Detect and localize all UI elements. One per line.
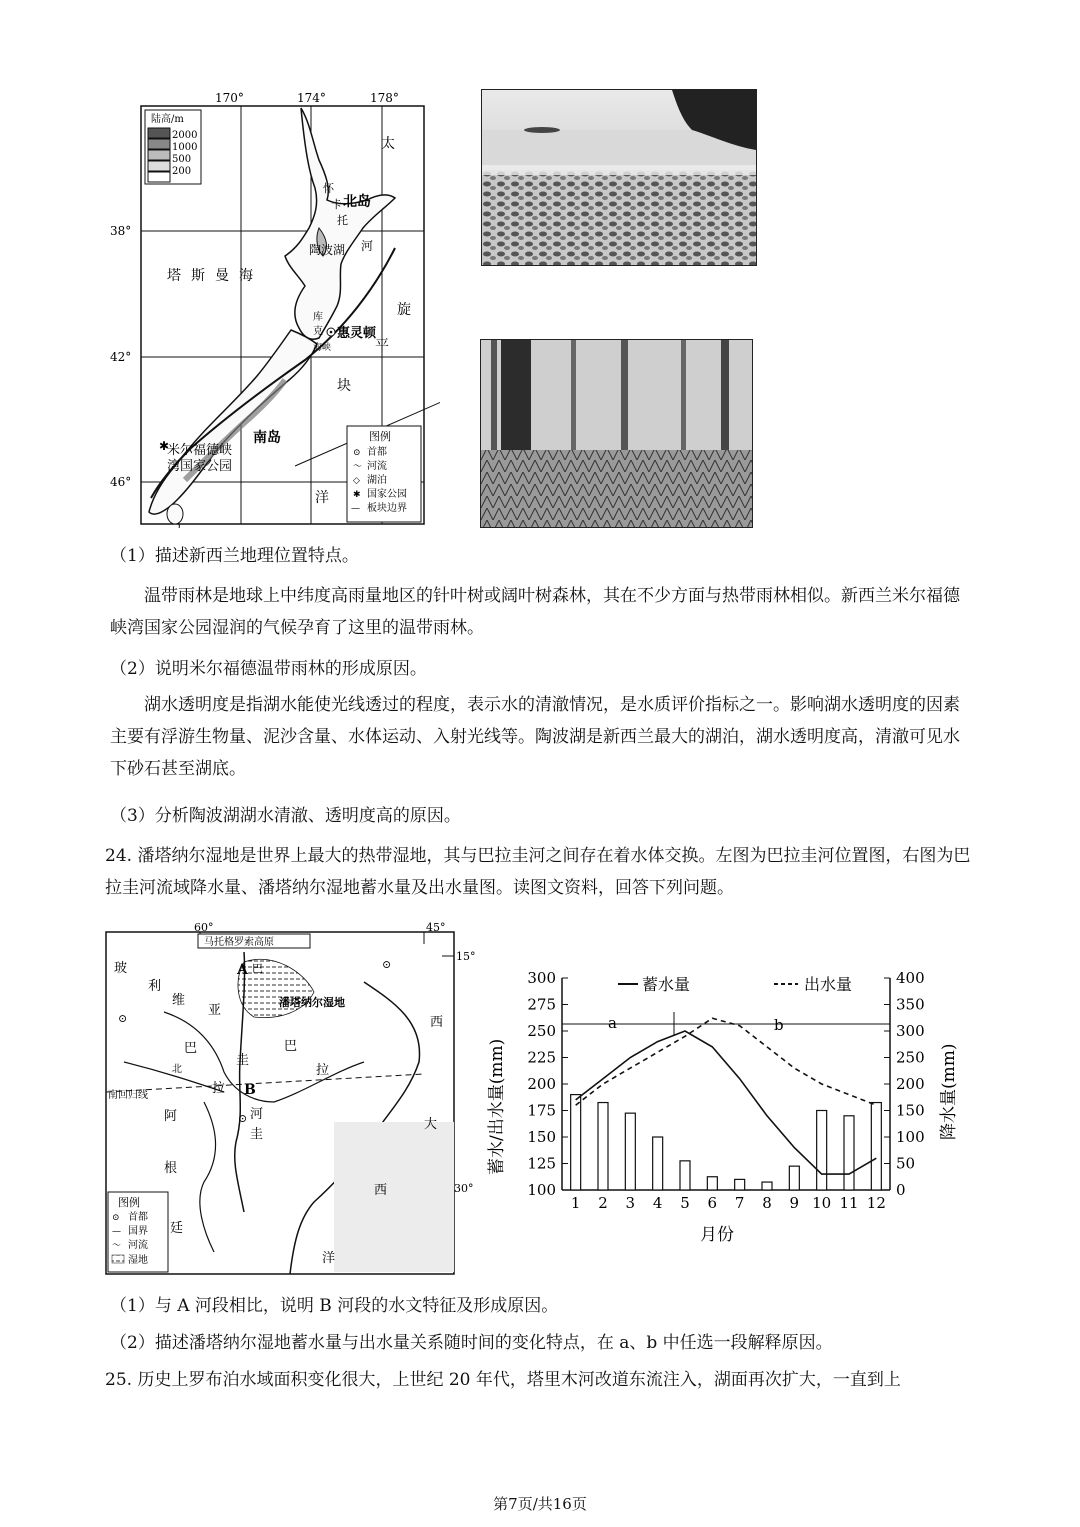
left-tick-label: 300 (527, 969, 556, 987)
left-tick-label: 200 (527, 1075, 556, 1093)
label: 玻 (114, 961, 128, 976)
precipitation-bar (707, 1177, 717, 1190)
map-legend (347, 426, 421, 522)
right-tick-label: 350 (896, 995, 925, 1014)
river-icon: 〜 (353, 462, 363, 472)
question-24-1: （1）与 A 河段相比，说明 B 河段的水文特征及形成原因。 (110, 1296, 559, 1316)
label: 圭 (236, 1053, 250, 1068)
precipitation-bar (817, 1111, 827, 1191)
legend-outflow: 出水量 (804, 975, 853, 994)
label-plateau: 马托格罗索高原 (204, 937, 274, 948)
precipitation-bar (653, 1137, 663, 1190)
label: 维 (172, 993, 186, 1008)
legend-item: 首都 (128, 1212, 148, 1223)
storage-line (576, 1031, 877, 1174)
question-25-intro: 25. 历史上罗布泊水域面积变化很大，上世纪 20 年代，塔里木河改道东流注入，湖面再次扩大，一直到上 (105, 1370, 901, 1390)
label: 巴 (252, 962, 263, 975)
x-tick-label: 12 (866, 1194, 886, 1212)
right-tick-label: 250 (896, 1048, 925, 1067)
map-legend (108, 1192, 168, 1272)
label-tuo: 托 (337, 214, 348, 227)
label-north-island: 北岛 (343, 194, 371, 210)
precipitation-bar (680, 1161, 690, 1190)
elev-label: 500 (172, 154, 192, 165)
question-23-1: （1）描述新西兰地理位置特点。 (110, 546, 359, 566)
label-kuai: 块 (337, 378, 351, 394)
paraguay-river-map (104, 922, 476, 1278)
label-ke: 克 (313, 326, 323, 337)
x-tick-label: 7 (734, 1194, 745, 1212)
capital-icon: ⊙ (118, 1012, 128, 1025)
precipitation-bar (871, 1103, 881, 1190)
label-ku: 库 (313, 312, 323, 323)
left-tick-label: 100 (527, 1181, 556, 1199)
label-pantanal: 潘塔纳尔湿地 (279, 996, 345, 1009)
right-axis-label: 降水量(mm) (939, 1043, 959, 1140)
legend-item: 国家公园 (367, 489, 407, 500)
lon-label: 60° (194, 922, 214, 934)
legend-title: 图例 (118, 1196, 140, 1209)
label-wellington: 惠灵顿 (337, 326, 377, 341)
legend-item: 河流 (367, 461, 387, 472)
new-zealand-map (105, 88, 440, 528)
left-tick-label: 175 (527, 1101, 556, 1120)
paragraph-lake-transparency: 湖水透明度是指湖水能使光线透过的程度，表示水的清澈情况，是水质评价指标之一。影响湖水透明度的因素主要有浮游生物量、泥沙含量、水体运动、入射光线等。陶波湖是新西兰最大的湖泊，湖水透明度高，清澈可见水下砂石甚至湖底。 (110, 695, 960, 779)
water-chart (478, 960, 960, 1250)
label: 阿 (164, 1109, 178, 1124)
right-tick-label: 300 (896, 1022, 925, 1040)
right-tick-label: 150 (896, 1101, 925, 1120)
lon-label: 45° (426, 922, 446, 934)
wetland-icon (112, 1255, 124, 1263)
x-tick-label: 10 (812, 1194, 832, 1212)
lat-label: 30° (454, 1182, 474, 1195)
left-tick-label: 225 (527, 1048, 556, 1067)
right-tick-label: 400 (896, 969, 925, 987)
segment-a-label: a (608, 1014, 617, 1032)
label-south-island: 南岛 (253, 430, 281, 446)
lat-label: 46° (110, 475, 132, 489)
x-tick-label: 5 (680, 1194, 690, 1212)
question-24-2: （2）描述潘塔纳尔湿地蓄水量与出水量关系随时间的变化特点，在 a、b 中任选一段解释原因。 (110, 1333, 833, 1353)
legend-item: 板块边界 (367, 503, 407, 514)
precipitation-bar (844, 1116, 854, 1190)
x-tick-label: 2 (598, 1194, 608, 1212)
left-axis-label: 蓄水/出水量(mm) (487, 1038, 507, 1175)
left-tick-label: 150 (527, 1128, 556, 1146)
legend-storage: 蓄水量 (642, 975, 691, 994)
label-wai: 怀 (323, 182, 334, 195)
x-tick-label: 6 (707, 1194, 718, 1212)
label-taupo: 陶波湖 (309, 243, 346, 257)
label: 廷 (170, 1221, 184, 1236)
label: 根 (164, 1161, 178, 1176)
forest-photo (480, 339, 753, 528)
lon-label: 170° (215, 91, 244, 105)
elev-label: 200 (172, 166, 192, 177)
right-tick-label: 0 (896, 1181, 906, 1199)
right-tick-label: 200 (896, 1075, 925, 1093)
right-tick-label: 50 (896, 1154, 916, 1173)
legend-item: 河流 (128, 1240, 148, 1251)
precipitation-bar (625, 1113, 635, 1190)
label: 北 (172, 1064, 182, 1075)
label-tai: 太 (381, 136, 395, 152)
question-23-3: （3）分析陶波湖湖水清澈、透明度高的原因。 (110, 806, 461, 826)
x-axis-label: 月份 (700, 1225, 734, 1245)
x-tick-label: 8 (762, 1194, 772, 1212)
paragraph-temperate-rainforest: 温带雨林是地球上中纬度高雨量地区的针叶树或阔叶树森林，其在不少方面与热带雨林相似。新西兰米尔福德峡湾国家公园湿润的气候孕育了这里的温带雨林。 (110, 586, 960, 638)
border-icon: — (112, 1227, 121, 1237)
label: 巴 (184, 1041, 198, 1056)
lat-label: 15° (456, 950, 476, 963)
elev-label: 2000 (172, 130, 198, 141)
lat-label: 42° (110, 350, 132, 364)
label-ping: 平 (375, 338, 389, 354)
label-strait: 海峡 (313, 343, 332, 353)
label-milford: 米尔福德峡 (167, 443, 233, 458)
label-ka: 卡 (331, 198, 342, 211)
lon-label: 174° (297, 91, 326, 105)
elevation-legend (145, 110, 201, 184)
park-icon: ✱ (353, 490, 361, 500)
label: 亚 (208, 1003, 222, 1018)
label-river: 河 (361, 239, 374, 253)
legend-item: 湿地 (128, 1255, 148, 1266)
x-tick-label: 9 (789, 1194, 800, 1212)
left-tick-label: 125 (527, 1154, 556, 1173)
legend-item: 国界 (128, 1226, 148, 1237)
label-A: A (237, 962, 248, 978)
x-tick-label: 1 (570, 1194, 581, 1212)
label: 西 (430, 1015, 444, 1030)
label-national-park: 湾国家公园 (167, 459, 233, 474)
legend-title: 图例 (369, 430, 391, 443)
label-tropic: 南回归线 (108, 1090, 148, 1101)
lon-label: 178° (370, 91, 399, 105)
label: 拉 (212, 1081, 226, 1096)
park-icon: ✱ (159, 439, 170, 453)
capital-icon: ⊙ (353, 448, 361, 458)
label: 洋 (322, 1251, 336, 1266)
label-xuan: 旋 (397, 302, 411, 318)
label-yang: 洋 (315, 490, 329, 506)
capital-icon: ⊙ (382, 958, 392, 971)
precipitation-bar (735, 1179, 745, 1190)
lake-photo (481, 89, 757, 266)
label: 巴 (284, 1039, 298, 1054)
capital-icon: ⊙ (112, 1213, 120, 1223)
boundary-icon: — (351, 504, 360, 514)
elevation-legend-title: 陆高/m (151, 114, 184, 125)
label: 大 (424, 1117, 438, 1132)
legend-item: 湖泊 (367, 475, 387, 486)
x-tick-label: 3 (625, 1194, 636, 1212)
precipitation-bar (598, 1103, 608, 1190)
left-tick-label: 275 (527, 995, 556, 1014)
question-23-2: （2）说明米尔福德温带雨林的形成原因。 (110, 659, 427, 679)
label: 拉 (316, 1063, 330, 1078)
river-icon: 〜 (112, 1241, 122, 1251)
segment-b-label: b (774, 1016, 784, 1034)
question-24-intro: 24. 潘塔纳尔湿地是世界上最大的热带湿地，其与巴拉圭河之间存在着水体交换。左图为巴拉圭河位置图，右图为巴拉圭河流域降水量、潘塔纳尔湿地蓄水量及出水量图。读图文资料，回答下列问题。 (105, 846, 971, 898)
label: 圭 (250, 1127, 264, 1142)
label: 河 (250, 1107, 264, 1122)
precipitation-bar (789, 1166, 799, 1190)
legend-item: 首都 (367, 447, 387, 458)
right-tick-label: 100 (896, 1128, 925, 1146)
lat-label: 38° (110, 224, 132, 238)
lake-icon: ◇ (353, 476, 360, 486)
precipitation-bar (571, 1095, 581, 1190)
elev-label: 1000 (172, 142, 198, 153)
page-footer: 第7页/共16页 (493, 1495, 587, 1513)
label-B: B (244, 1082, 256, 1098)
capital-icon: ⊙ (238, 1112, 248, 1125)
label: 西 (374, 1183, 388, 1198)
label: 利 (148, 979, 162, 994)
precipitation-bar (762, 1182, 772, 1190)
x-tick-label: 4 (652, 1194, 663, 1212)
left-tick-label: 250 (527, 1022, 556, 1040)
x-tick-label: 11 (839, 1194, 859, 1212)
label-tasman-sea: 塔斯曼海 (167, 268, 263, 284)
